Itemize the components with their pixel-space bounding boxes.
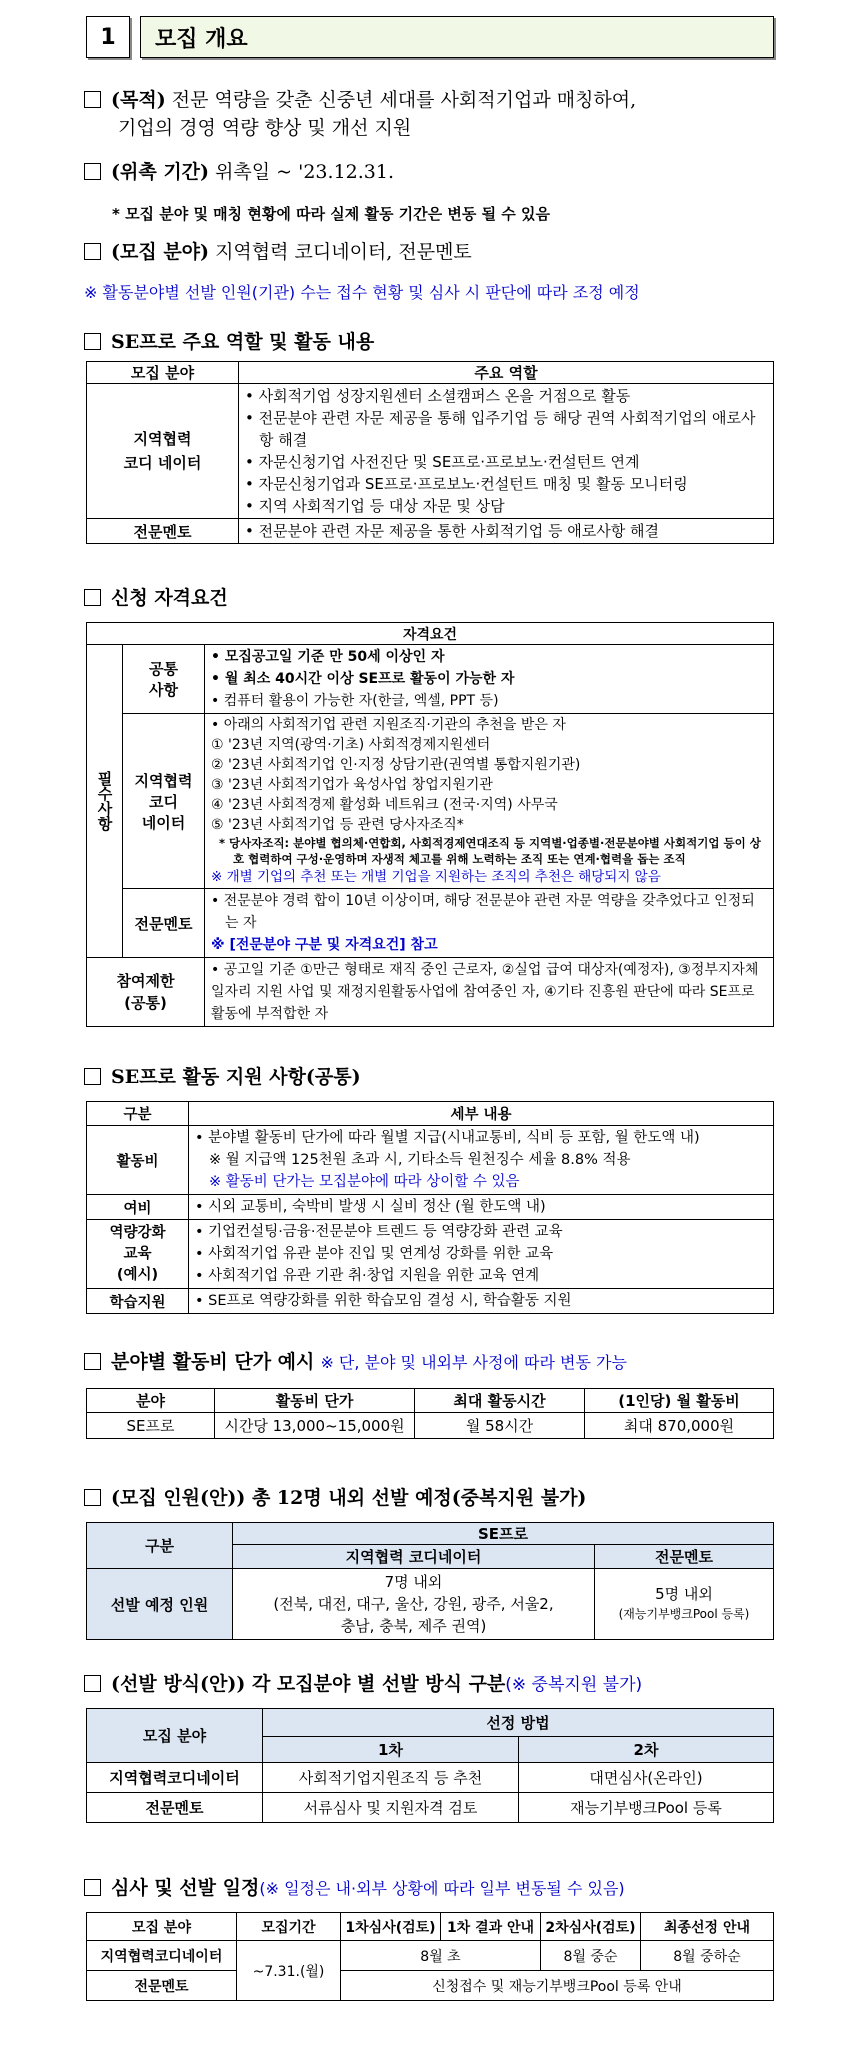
checkbox-icon xyxy=(84,1675,101,1692)
support-col1: 구분 xyxy=(87,1102,189,1126)
qual-table-head: 자격요건 xyxy=(87,623,774,645)
fee-cell: 시간당 13,000~15,000원 xyxy=(215,1413,415,1439)
recruit-mentor-cell xyxy=(595,1569,774,1640)
qual-mentor-items xyxy=(205,889,774,958)
qual-restrict-label: 참여제한 (공통) xyxy=(87,958,205,1027)
period-label: (위촉 기간) xyxy=(111,161,210,183)
list-item: • 아래의 사회적기업 관련 지원조직·기관의 추천을 받은 자 xyxy=(211,717,566,733)
support-row-items xyxy=(189,1126,774,1195)
checkbox-icon xyxy=(84,243,101,260)
method-cell: 재능기부뱅크Pool 등록 xyxy=(519,1793,774,1823)
checkbox-icon xyxy=(84,1489,101,1506)
recruit-coord-cell xyxy=(233,1569,595,1640)
method-table xyxy=(86,1708,774,1823)
roles-row2-name: 전문멘토 xyxy=(87,519,239,544)
fee-note: ※ 단, 분야 및 내외부 사정에 따라 변동 가능 xyxy=(320,1353,627,1372)
fee-cell: 최대 870,000원 xyxy=(585,1413,774,1439)
recruit-col-coord: 지역협력 코디네이터 xyxy=(233,1545,595,1569)
schedule-heading-note: (※ 일정은 내·외부 상황에 따라 일부 변동될 수 있음) xyxy=(259,1879,625,1898)
checkbox-icon xyxy=(84,1068,101,1085)
schedule-cell: 8월 중하순 xyxy=(641,1941,774,1971)
recruit-col-mentor: 전문멘토 xyxy=(595,1545,774,1569)
schedule-heading-text: 심사 및 선발 일정 xyxy=(111,1877,260,1899)
list-item: • 컴퓨터 활용이 가능한 자(한글, 엑셀, PPT 등) xyxy=(211,693,499,709)
recruit-heading xyxy=(84,1484,586,1512)
schedule-cell: 8월 중순 xyxy=(541,1941,641,1971)
support-row-items xyxy=(189,1220,774,1289)
support-heading-text: SE프로 활동 지원 사항(공통) xyxy=(111,1066,361,1088)
recruit-coord-regions: (전북, 대전, 대구, 울산, 강원, 광주, 서울2, xyxy=(273,1595,554,1613)
field-block xyxy=(84,238,472,266)
support-row-items xyxy=(189,1289,774,1314)
period-text: 위촉일 ~ '23.12.31. xyxy=(215,161,394,183)
support-row-name: 여비 xyxy=(87,1195,189,1220)
schedule-col: 2차심사(검토) xyxy=(541,1913,641,1941)
list-item: • 자문신청기업 사전진단 및 SE프로·프로보노·컨설턴트 연계 xyxy=(245,453,640,471)
mentor-note: ※ [전문분야 구분 및 자격요건] 참고 xyxy=(211,937,438,953)
schedule-col: 1차심사(검토) xyxy=(341,1913,441,1941)
checkbox-icon xyxy=(84,163,101,180)
list-item: • 모집공고일 기준 만 50세 이상인 자 xyxy=(211,649,445,665)
qual-common-label: 공통 사항 xyxy=(123,645,205,714)
purpose-text2: 기업의 경영 역량 향상 및 개선 지원 xyxy=(118,117,412,139)
method-col-r1: 1차 xyxy=(263,1737,519,1763)
list-item: ① '23년 지역(광역·기초) 사회적경제지원센터 xyxy=(211,737,491,753)
fee-heading xyxy=(84,1348,627,1377)
recruit-col-group: 구분 xyxy=(87,1523,233,1569)
fee-cell: 월 58시간 xyxy=(415,1413,585,1439)
section-title: 모집 개요 xyxy=(140,16,774,58)
recruit-col-se: SE프로 xyxy=(233,1523,774,1545)
field-note: ※ 활동분야별 선발 인원(기관) 수는 접수 현황 및 심사 시 판단에 따라 조정 예정 xyxy=(84,283,640,302)
recruit-coord-val: 7명 내외 xyxy=(384,1573,443,1591)
schedule-cell: 8월 초 xyxy=(341,1941,541,1971)
period-note: * 모집 분야 및 매칭 현황에 따라 실제 활동 기간은 변동 될 수 있음 xyxy=(112,205,550,223)
list-item: ※ 월 지급액 125천원 초과 시, 기타소득 원천징수 세율 8.8% 적용 xyxy=(209,1152,631,1168)
list-item: ⑤ '23년 사회적기업 등 관련 당사자조직* xyxy=(211,817,464,833)
schedule-row-label: 지역협력코디네이터 xyxy=(87,1941,237,1971)
fee-col: 분야 xyxy=(87,1389,215,1413)
checkbox-icon xyxy=(84,1879,101,1896)
roles-row2-item: • 전문분야 관련 자문 제공을 통한 사회적기업 등 애로사항 해결 xyxy=(239,519,774,544)
support-row-name: 역량강화 교육 (예시) xyxy=(87,1220,189,1289)
method-cell: 전문멘토 xyxy=(87,1793,263,1823)
method-col-group: 선정 방법 xyxy=(263,1709,774,1737)
qual-required-label: 필수사항 xyxy=(87,645,123,958)
list-item: • 자문신청기업과 SE프로·프로보노·컨설턴트 매칭 및 활동 모니터링 xyxy=(245,475,688,493)
qual-table xyxy=(86,622,774,1027)
qual-heading xyxy=(84,584,228,612)
schedule-col: 모집 분야 xyxy=(87,1913,237,1941)
fee-col: (1인당) 월 활동비 xyxy=(585,1389,774,1413)
support-col2: 세부 내용 xyxy=(189,1102,774,1126)
coord-note2: ※ 개별 기업의 추천 또는 개별 기업을 지원하는 조직의 추천은 해당되지 않음 xyxy=(211,869,661,885)
schedule-period: ~7.31.(월) xyxy=(237,1941,341,2001)
field-text: 지역협력 코디네이터, 전문멘토 xyxy=(215,241,472,263)
fee-col: 최대 활동시간 xyxy=(415,1389,585,1413)
fee-cell: SE프로 xyxy=(87,1413,215,1439)
list-item: • 전문분야 관련 자문 제공을 통해 입주기업 등 해당 권역 사회적기업의 애로사항 해결 xyxy=(245,409,756,449)
method-col-r2: 2차 xyxy=(519,1737,774,1763)
method-heading xyxy=(84,1670,642,1699)
method-heading-note: (※ 중복지원 불가) xyxy=(505,1675,643,1695)
qual-mentor-label: 전문멘토 xyxy=(123,889,205,958)
purpose-label: (목적) xyxy=(111,89,166,111)
list-item: ② '23년 사회적기업 인·지정 상담기관(권역별 통합지원기관) xyxy=(211,757,581,773)
recruit-mentor-note: (재능기부뱅크Pool 등록) xyxy=(618,1607,750,1621)
list-item: • SE프로 역량강화를 위한 학습모임 결성 시, 학습활동 지원 xyxy=(195,1293,572,1309)
list-item: • 사회적기업 유관 분야 진입 및 연계성 강화를 위한 교육 xyxy=(195,1246,554,1262)
method-cell: 사회적기업지원조직 등 추천 xyxy=(263,1763,519,1793)
list-item: ③ '23년 사회적기업가 육성사업 창업지원기관 xyxy=(211,777,493,793)
recruit-coord-regions: 충남, 충북, 제주 권역) xyxy=(340,1617,487,1635)
schedule-heading xyxy=(84,1874,625,1903)
list-item: • 사회적기업 성장지원센터 소셜캠퍼스 온을 거점으로 활동 xyxy=(245,387,631,405)
schedule-table xyxy=(86,1912,774,2001)
list-item: • 전문분야 경력 합이 10년 이상이며, 해당 전문분야 관련 자문 역량을 갖추었다고 인정되는 자 xyxy=(211,893,755,931)
roles-col2: 주요 역할 xyxy=(239,362,774,384)
schedule-col: 모집기간 xyxy=(237,1913,341,1941)
schedule-col: 1차 결과 안내 xyxy=(441,1913,541,1941)
support-heading xyxy=(84,1063,361,1091)
period-block xyxy=(84,158,394,186)
fee-table xyxy=(86,1388,774,1439)
support-row-name: 활동비 xyxy=(87,1126,189,1195)
list-item: • 지역 사회적기업 등 대상 자문 및 상담 xyxy=(245,497,505,515)
schedule-row-label: 전문멘토 xyxy=(87,1971,237,2001)
schedule-col: 최종선정 안내 xyxy=(641,1913,774,1941)
roles-col1: 모집 분야 xyxy=(87,362,239,384)
qual-coord-items xyxy=(205,714,774,889)
field-label: (모집 분야) xyxy=(111,241,210,263)
recruit-heading-text: (모집 인원(안)) 총 12명 내외 선발 예정(중복지원 불가) xyxy=(111,1487,587,1509)
roles-row1-items xyxy=(239,384,774,519)
list-item: • 기업컨설팅·금융·전문분야 트렌드 등 역량강화 관련 교육 xyxy=(195,1224,563,1240)
recruit-row-label: 선발 예정 인원 xyxy=(87,1569,233,1640)
coord-note: * 당사자조직: 분야별 협의체·연합회, 사회적경제연대조직 등 지역별·업종별·전문분야별 사회적기업 등이 상호 협력하여 구성·운영하며 자생적 체고를 위해 노력하는 조직 또는 연계·협력을 돕는 조직 xyxy=(219,836,761,866)
method-cell: 대면심사(온라인) xyxy=(519,1763,774,1793)
section-number: 1 xyxy=(86,16,130,58)
support-table xyxy=(86,1101,774,1314)
method-cell: 서류심사 및 지원자격 검토 xyxy=(263,1793,519,1823)
support-row-name: 학습지원 xyxy=(87,1289,189,1314)
method-heading-text: (선발 방식(안)) 각 모집분야 별 선발 방식 구분 xyxy=(111,1673,506,1695)
list-item: • 사회적기업 유관 기관 취·창업 지원을 위한 교육 연계 xyxy=(195,1268,540,1284)
list-item: • 월 최소 40시간 이상 SE프로 활동이 가능한 자 xyxy=(211,671,515,687)
checkbox-icon xyxy=(84,589,101,606)
fee-heading-text: 분야별 활동비 단가 예시 xyxy=(111,1351,315,1373)
qual-common-items xyxy=(205,645,774,714)
list-item: • 분야별 활동비 단가에 따라 월별 지급(시내교통비, 식비 등 포함, 월 한도액 내) xyxy=(195,1130,700,1146)
list-item: ④ '23년 사회적경제 활성화 네트워크 (전국·지역) 사무국 xyxy=(211,797,558,813)
schedule-cell: 신청접수 및 재능기부뱅크Pool 등록 안내 xyxy=(341,1971,774,2001)
list-item: ※ 활동비 단가는 모집분야에 따라 상이할 수 있음 xyxy=(209,1174,520,1190)
checkbox-icon xyxy=(84,333,101,350)
roles-row1-name: 지역협력 코디 네이터 xyxy=(87,384,239,519)
qual-coord-label: 지역협력 코디 네이터 xyxy=(123,714,205,889)
support-row-items xyxy=(189,1195,774,1220)
purpose-text1: 전문 역량을 갖춘 신중년 세대를 사회적기업과 매칭하여, xyxy=(171,89,637,111)
fee-col: 활동비 단가 xyxy=(215,1389,415,1413)
roles-heading xyxy=(84,328,374,356)
method-cell: 지역협력코디네이터 xyxy=(87,1763,263,1793)
checkbox-icon xyxy=(84,91,101,108)
list-item: • 시외 교통비, 숙박비 발생 시 실비 정산 (월 한도액 내) xyxy=(195,1199,546,1215)
recruit-table xyxy=(86,1522,774,1640)
method-col1: 모집 분야 xyxy=(87,1709,263,1763)
qual-heading-text: 신청 자격요건 xyxy=(111,587,228,609)
checkbox-icon xyxy=(84,1353,101,1370)
roles-table xyxy=(86,361,774,544)
roles-heading-text: SE프로 주요 역할 및 활동 내용 xyxy=(111,331,375,353)
recruit-mentor-val: 5명 내외 xyxy=(655,1585,713,1603)
purpose-block xyxy=(84,86,784,142)
qual-restrict-text: • 공고일 기준 ①만근 형태로 재직 중인 근로자, ②실업 급여 대상자(예정자), ③정부지자체 일자리 지원 사업 및 재정지원활동사업에 참여중인 자, ④기타 진흥원 판단에 따라 SE프로 활동에 부적합한 자 xyxy=(205,958,774,1027)
